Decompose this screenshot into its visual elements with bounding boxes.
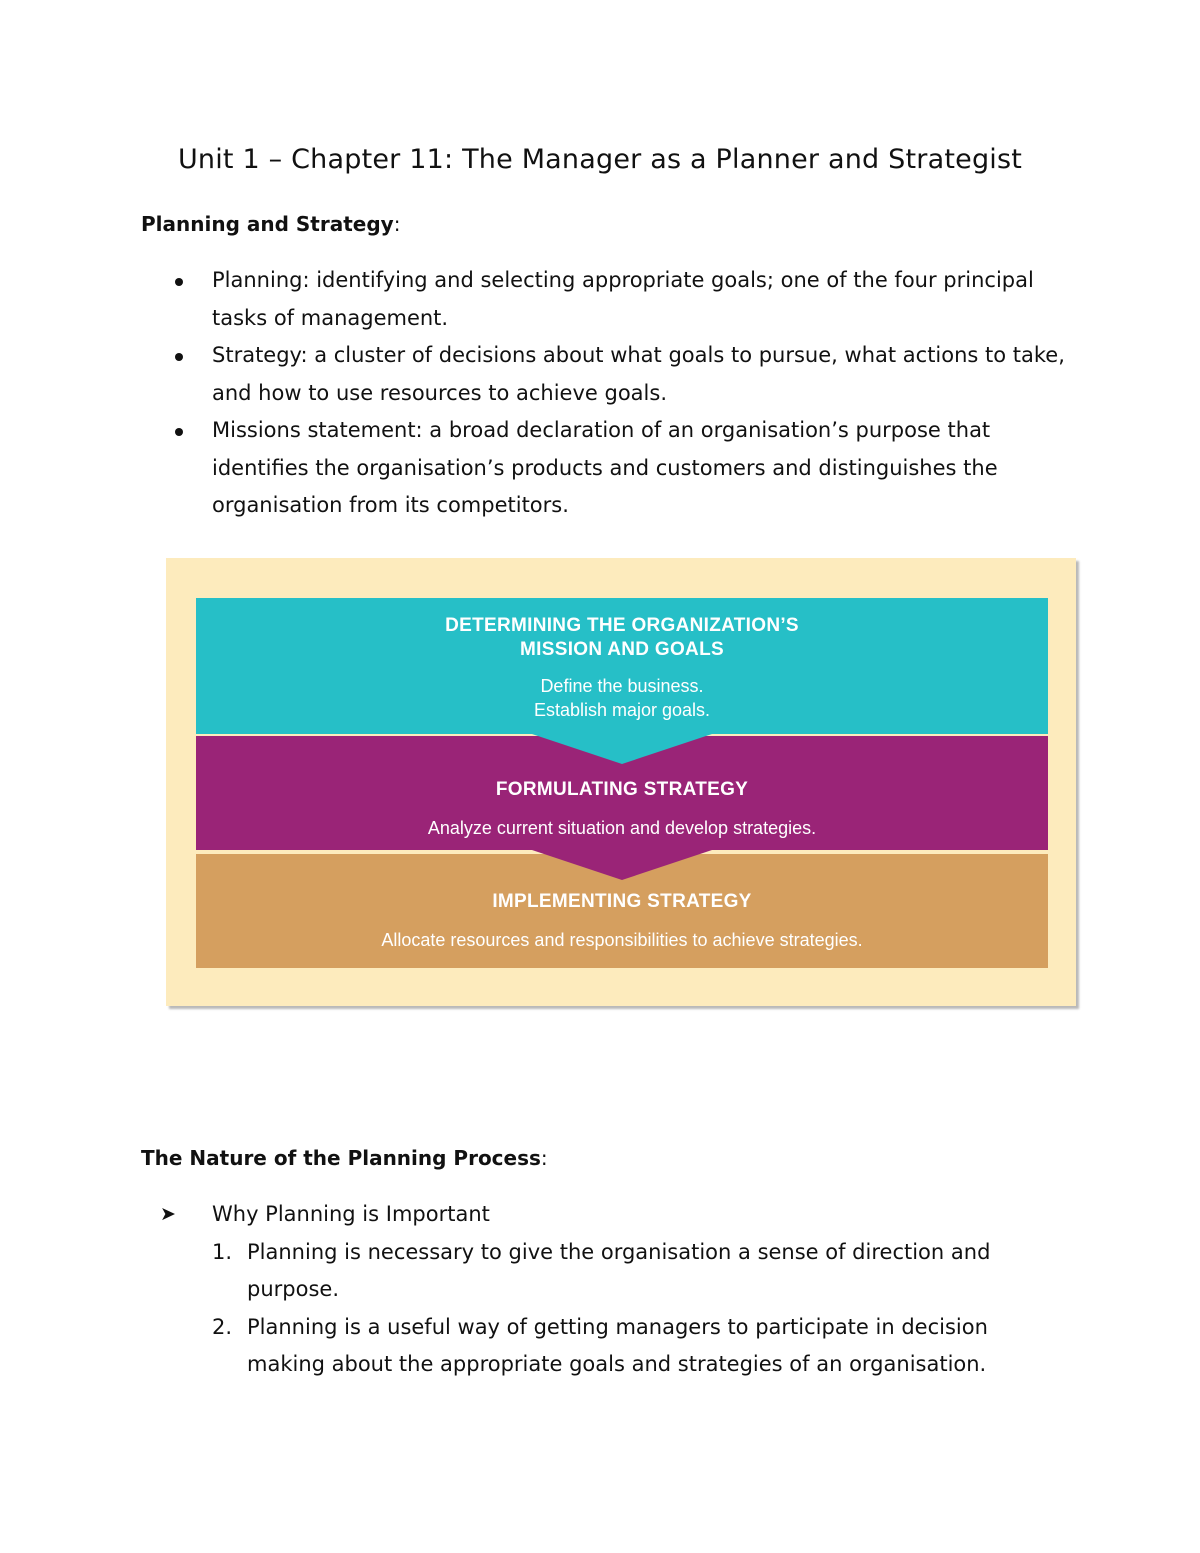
list-item-text: Planning is necessary to give the organisation a sense of direction and purpose.: [247, 1239, 991, 1301]
why-planning-section: [160, 1196, 1072, 1384]
mission-title-line: MISSION AND GOALS: [520, 639, 724, 660]
mission-goals-band: [196, 598, 1048, 734]
list-item-text: Planning is a useful way of getting managers to participate in decision making about the appropriate goals and strategies of an organisation.: [247, 1314, 988, 1376]
list-item: [212, 412, 1072, 525]
list-number: 1.: [212, 1239, 233, 1264]
list-item: [212, 262, 1072, 337]
mission-text-line: Define the business.: [540, 676, 704, 696]
section-heading-planning-process: [141, 1146, 548, 1170]
chevron-down-icon: [532, 734, 712, 764]
list-number: 2.: [212, 1314, 233, 1339]
implement-band-title: IMPLEMENTING STRATEGY: [492, 891, 752, 912]
list-item: [212, 337, 1072, 412]
arrow-bullet-icon: ➤: [160, 1203, 176, 1225]
list-item-text: Missions statement: a broad declaration of an organisation’s purpose that identifies the organisation’s products and customers and distinguishes the organisation from its competitors.: [212, 418, 998, 517]
bullet-dot-icon: [175, 353, 183, 361]
bullet-dot-icon: [175, 428, 183, 436]
implement-band-text: Allocate resources and responsibilities to achieve strategies.: [381, 930, 863, 950]
arrow-item-text: Why Planning is Important: [212, 1202, 490, 1226]
section-heading-planning-strategy: [141, 212, 400, 236]
definitions-list: [212, 262, 1072, 525]
list-item-text: Strategy: a cluster of decisions about what goals to pursue, what actions to take, and how to use resources to achieve goals.: [212, 343, 1065, 405]
formulate-band-title: FORMULATING STRATEGY: [495, 779, 749, 800]
list-item: [212, 1309, 1047, 1384]
list-item-text: Planning: identifying and selecting appropriate goals; one of the four principal tasks of management.: [212, 268, 1034, 330]
chevron-down-icon: [532, 850, 712, 880]
section-heading-text: Planning and Strategy: [141, 212, 394, 236]
formulate-band-text: Analyze current situation and develop strategies.: [427, 818, 817, 838]
heading-colon: :: [393, 212, 401, 236]
mission-band-title: [196, 598, 1048, 662]
bullet-dot-icon: [175, 278, 183, 286]
reasons-list: [212, 1234, 1047, 1384]
section-heading-text: The Nature of the Planning Process: [141, 1146, 541, 1170]
list-item: [212, 1234, 1047, 1309]
mission-title-line: DETERMINING THE ORGANIZATION’S: [445, 615, 799, 636]
heading-colon: :: [540, 1146, 548, 1170]
mission-text-line: Establish major goals.: [533, 700, 711, 720]
strategy-process-figure: [166, 558, 1076, 1006]
page-title: Unit 1 – Chapter 11: The Manager as a Planner and Strategist: [177, 144, 1023, 175]
mission-band-text: [196, 674, 1048, 722]
